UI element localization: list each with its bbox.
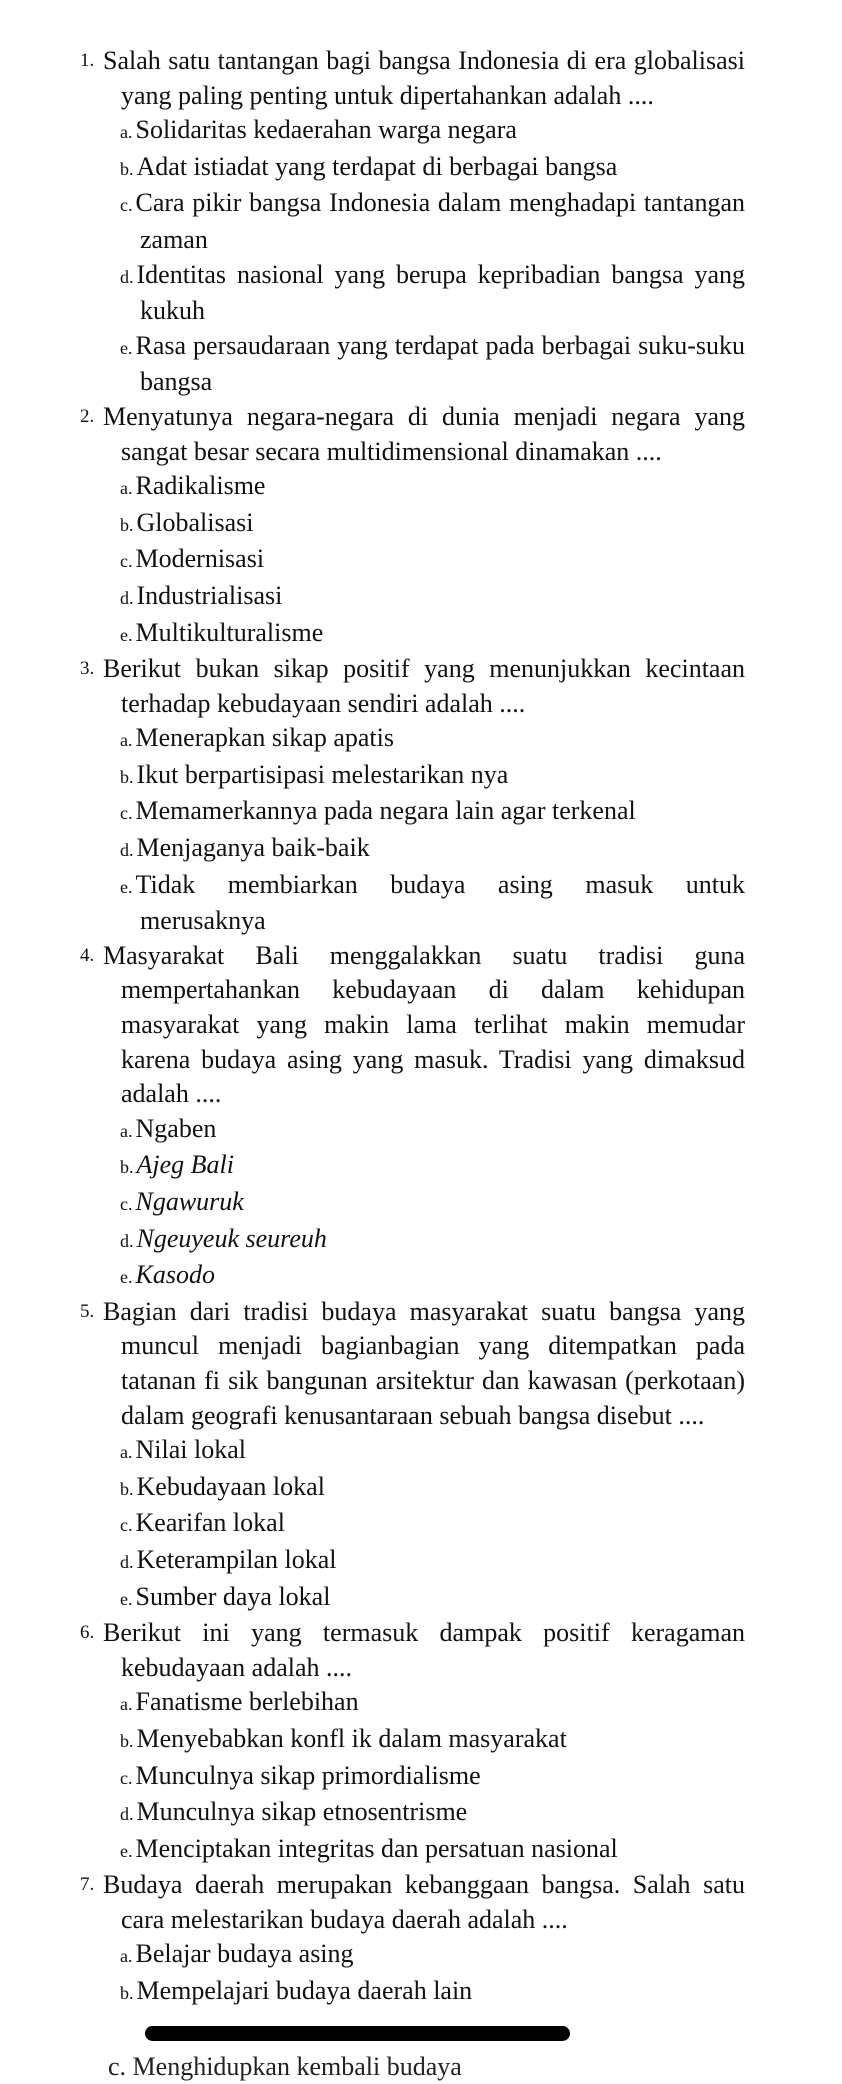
question-list [80,44,745,2011]
option-d[interactable] [80,1543,745,1580]
option-text: Keterampilan lokal [136,1544,337,1574]
option-a[interactable] [80,1112,745,1149]
option-letter: e. [120,337,133,358]
option-text: Cara pikir bangsa Indonesia dalam menghadapi tantangan zaman [135,188,745,254]
option-letter: d. [120,1804,134,1825]
option-b[interactable] [80,1974,745,2011]
question-number: 5. [80,1300,95,1322]
option-e[interactable] [80,868,745,939]
option-letter: d. [120,266,134,287]
option-c[interactable] [80,1506,745,1543]
option-letter: b. [120,1730,134,1751]
option-text: Menjaganya baik-baik [136,833,370,863]
option-text: Kasodo [135,1260,215,1290]
question-text: Berikut ini yang termasuk dampak positif keragaman kebudayaan adalah .... [103,1618,745,1682]
question-number: 2. [80,405,95,427]
option-d[interactable] [80,831,745,868]
option-letter: a. [120,1442,133,1463]
question-number: 6. [80,1622,95,1644]
option-text: Ajeg Bali [136,1150,234,1180]
option-text: Modernisasi [135,544,265,574]
option-text: Adat istiadat yang terdapat di berbagai bangsa [136,151,618,181]
option-d[interactable] [80,1795,745,1832]
question-3 [80,652,745,721]
option-letter: b. [120,1983,134,2004]
option-e[interactable] [80,329,745,400]
option-a[interactable] [80,113,745,150]
option-letter: b. [120,766,134,787]
option-b[interactable] [80,1148,745,1185]
option-letter: e. [120,1588,133,1609]
question-text: Bagian dari tradisi budaya masyarakat suatu bangsa yang muncul menjadi bagianbagian yang ditempatkan pada tatanan fi sik bangunan arsitektur dan kawasan (perkotaan) dalam geografi kenusantaraan sebuah bangsa disebut .... [103,1296,745,1430]
option-letter: e. [120,624,133,645]
option-letter: a. [120,730,133,751]
option-letter: a. [120,1120,133,1141]
question-text: Menyatunya negara-negara di dunia menjadi negara yang sangat besar secara multidimensional dinamakan .... [103,401,745,466]
option-letter: b. [120,514,134,535]
option-c[interactable] [80,1185,745,1222]
option-a[interactable] [80,1937,745,1974]
option-text: Memamerkannya pada negara lain agar terkenal [135,796,636,826]
question-text: Budaya daerah merupakan kebanggaan bangsa. Salah satu cara melestarikan budaya daerah adalah .... [103,1870,745,1934]
option-b[interactable] [80,150,745,187]
question-2 [80,400,745,469]
option-text: Munculnya sikap primordialisme [135,1760,481,1790]
question-number: 7. [80,1874,95,1896]
option-b[interactable] [80,1470,745,1507]
option-letter: c. [120,551,133,572]
option-text: Identitas nasional yang berupa kepribadian bangsa yang kukuh [136,259,745,326]
option-e[interactable] [80,1832,745,1869]
option-b[interactable] [80,758,745,795]
option-text: Ngawuruk [135,1187,244,1216]
option-c[interactable] [80,542,745,579]
option-letter: a. [120,1694,133,1715]
option-letter: e. [120,1840,133,1861]
option-letter: c. [120,1515,133,1536]
option-d[interactable] [80,258,745,329]
option-a[interactable] [80,1685,745,1722]
question-text: Berikut bukan sikap positif yang menunjukkan kecintaan terhadap kebudayaan sendiri adalah .... [103,654,745,718]
option-letter: a. [120,122,133,143]
option-text: Mempelajari budaya daerah lain [136,1976,473,2006]
option-text: Tidak membiarkan budaya asing masuk untuk merusaknya [135,869,745,936]
option-a[interactable] [80,469,745,506]
option-e[interactable] [80,616,745,653]
option-text: Radikalisme [135,471,266,501]
option-e[interactable] [80,1580,745,1617]
option-letter: a. [120,1946,133,1967]
option-text: Menerapkan sikap apatis [135,723,394,753]
option-text: Menyebabkan konfl ik dalam masyarakat [136,1723,567,1753]
option-text: Nilai lokal [135,1435,246,1465]
option-letter: b. [120,1478,134,1499]
option-text: Rasa persaudaraan yang terdapat pada berbagai suku-suku bangsa [135,330,745,397]
question-text: Salah satu tantangan bagi bangsa Indonesia di era globalisasi yang paling penting untuk dipertahankan adalah .... [103,46,745,110]
question-1 [80,44,745,113]
option-letter: c. [120,1194,133,1214]
option-a[interactable] [80,721,745,758]
question-4 [80,939,745,1112]
option-letter: c. [120,195,133,216]
option-e[interactable] [80,1258,745,1295]
option-c[interactable] [80,186,745,257]
option-text: Kearifan lokal [135,1508,285,1538]
option-letter: b. [120,158,134,179]
option-text: Munculnya sikap etnosentrisme [136,1797,468,1827]
option-c[interactable] [80,794,745,831]
question-number: 3. [80,658,95,680]
question-number: 4. [80,944,95,966]
option-text: Kebudayaan lokal [136,1471,325,1501]
option-text: Belajar budaya asing [135,1939,354,1969]
option-d[interactable] [80,579,745,616]
option-letter: d. [120,1230,134,1251]
option-text: Industrialisasi [136,580,283,610]
partial-option-line: c. Menghidupkan kembali budaya [108,2052,462,2081]
option-letter: d. [120,840,134,861]
option-letter: b. [120,1157,134,1178]
option-text: Globalisasi [136,507,254,537]
option-letter: c. [120,803,133,824]
option-text: Ngeuyeuk seureuh [136,1223,327,1253]
option-letter: e. [120,876,133,897]
option-letter: d. [120,587,134,608]
question-number: 1. [80,50,95,71]
question-text: Masyarakat Bali menggalakkan suatu tradisi guna mempertahankan kebudayaan di dalam kehidupan masyarakat yang makin lama terlihat makin memudar karena budaya asing yang masuk. Tradisi yang dimaksud adalah .... [103,940,745,1109]
option-text: Ikut berpartisipasi melestarikan nya [136,759,509,789]
option-text: Solidaritas kedaerahan warga negara [135,115,517,145]
option-b[interactable] [80,1722,745,1759]
option-text: Ngaben [135,1113,217,1143]
option-c[interactable] [80,1759,745,1796]
redaction-mark [145,2026,570,2041]
option-d[interactable] [80,1222,745,1259]
option-letter: d. [120,1551,134,1572]
option-letter: c. [120,1767,133,1788]
question-6 [80,1616,745,1685]
option-text: Multikulturalisme [135,617,324,647]
question-5 [80,1295,745,1433]
option-a[interactable] [80,1433,745,1470]
option-text: Fanatisme berlebihan [135,1687,359,1717]
option-text: Sumber daya lokal [135,1581,331,1611]
option-letter: e. [120,1267,133,1288]
option-letter: a. [120,478,133,499]
option-text: Menciptakan integritas dan persatuan nasional [135,1833,618,1863]
option-b[interactable] [80,506,745,543]
question-7 [80,1868,745,1937]
